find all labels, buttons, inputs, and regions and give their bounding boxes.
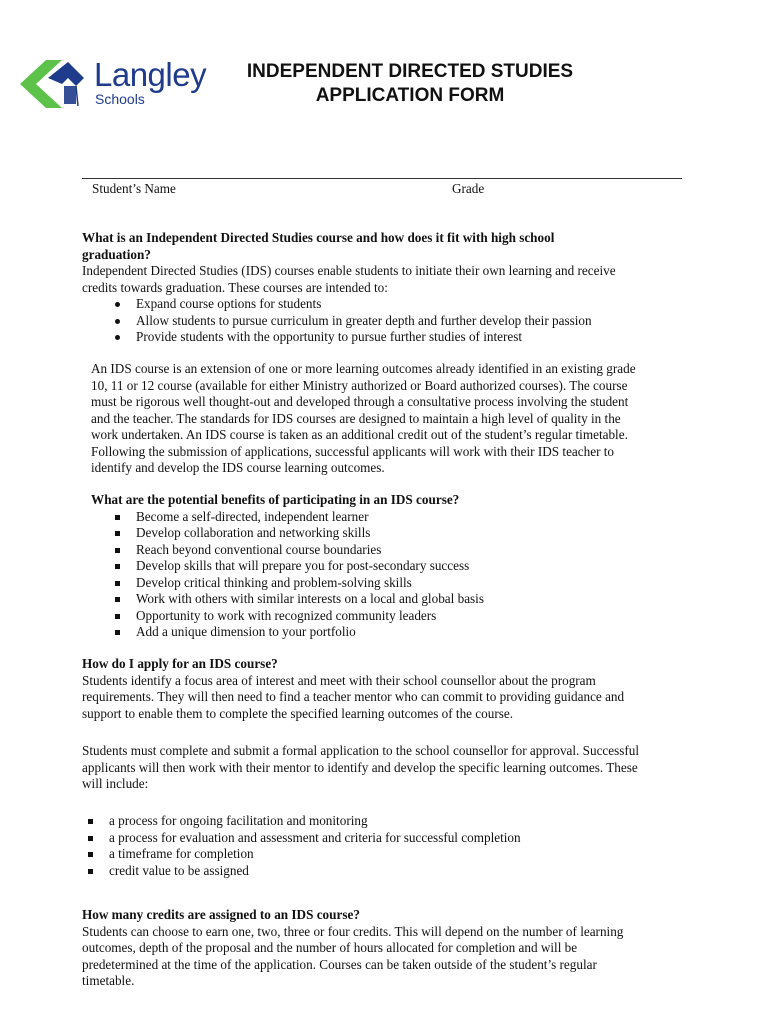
section-what-is-ids bbox=[82, 230, 672, 346]
paragraph-line: predetermined at the time of the application. Courses can be taken outside of the student’s regular bbox=[82, 956, 597, 972]
logo-subtitle: Schools bbox=[95, 91, 145, 107]
paragraph-line: work undertaken. An IDS course is taken as an additional credit out of the student’s regular timetable. bbox=[91, 427, 628, 442]
paragraph-line: 10, 11 or 12 course (available for either Ministry authorized or Board authorized courses). The course bbox=[91, 377, 628, 393]
document-title-line-2: APPLICATION FORM bbox=[315, 85, 505, 106]
list-item: credit value to be assigned bbox=[109, 863, 672, 880]
bullet-icon bbox=[115, 335, 120, 340]
list-item: a process for evaluation and assessment and criteria for successful completion bbox=[109, 830, 672, 847]
ids-description-paragraph bbox=[91, 361, 681, 477]
paragraph-line: Students can choose to earn one, two, three or four credits. This will depend on the number of learning bbox=[82, 923, 624, 939]
document-title-line-1: INDEPENDENT DIRECTED STUDIES bbox=[246, 61, 574, 82]
square-bullet-icon bbox=[88, 836, 93, 841]
square-bullet-icon bbox=[115, 630, 120, 635]
bullet-icon bbox=[115, 319, 120, 324]
paragraph-line: and the teacher. The standards for IDS courses are designed to maintain a high level of quality in the bbox=[91, 410, 621, 426]
square-bullet-icon bbox=[88, 819, 93, 824]
paragraph-line: requirements. They will then need to find a teacher mentor who can commit to providing guidance and bbox=[82, 689, 625, 704]
list-item: Provide students with the opportunity to pursue further studies of interest bbox=[136, 329, 672, 346]
paragraph-line: Following the submission of applications, successful applicants will work with their IDS teacher to bbox=[91, 443, 615, 459]
section-heading: How many credits are assigned to an IDS course? bbox=[82, 907, 360, 922]
section-heading: How do I apply for an IDS course? bbox=[82, 656, 278, 671]
paragraph-line: Students must complete and submit a formal application to the school counsellor for approval. Successful bbox=[82, 743, 640, 758]
square-bullet-icon bbox=[115, 531, 120, 536]
paragraph-line: support to enable them to complete the specified learning outcomes of the course. bbox=[82, 705, 514, 721]
paragraph-line: timetable. bbox=[82, 973, 135, 988]
list-item: Allow students to pursue curriculum in greater depth and further develop their passion bbox=[136, 313, 672, 330]
paragraph-line: will include: bbox=[82, 776, 149, 791]
square-bullet-icon bbox=[88, 869, 93, 874]
paragraph-line: credits towards graduation. These courses are intended to: bbox=[82, 279, 388, 295]
paragraph-line: must be rigorous well thought-out and developed through a consultative process involving the student bbox=[91, 394, 629, 409]
square-bullet-icon bbox=[88, 852, 93, 857]
list-item: Develop skills that will prepare you for post-secondary success bbox=[136, 558, 681, 575]
section-heading-cont: graduation? bbox=[82, 246, 151, 262]
section-how-to-apply bbox=[82, 656, 682, 722]
section-heading: What are the potential benefits of participating in an IDS course? bbox=[91, 492, 460, 507]
paragraph-line: An IDS course is an extension of one or more learning outcomes already identified in an existing grade bbox=[91, 361, 636, 376]
learning-outcomes-list-wrap bbox=[82, 813, 672, 879]
paragraph-line: Students identify a focus area of interest and meet with their school counsellor about the program bbox=[82, 672, 596, 688]
list-item: Work with others with similar interests on a local and global basis bbox=[136, 591, 681, 608]
section-credits bbox=[82, 907, 682, 990]
square-bullet-icon bbox=[115, 548, 120, 553]
grade-label: Grade bbox=[452, 181, 485, 196]
square-bullet-icon bbox=[115, 614, 120, 619]
list-item: Expand course options for students bbox=[136, 296, 672, 313]
student-name-label: Student’s Name bbox=[92, 181, 176, 196]
langley-schools-logo bbox=[18, 56, 218, 116]
square-bullet-icon bbox=[115, 564, 120, 569]
intended-list bbox=[136, 296, 672, 346]
list-item: a timeframe for completion bbox=[109, 846, 672, 863]
paragraph-line: Independent Directed Studies (IDS) courses enable students to initiate their own learning and receive bbox=[82, 263, 616, 278]
list-item: Reach beyond conventional course boundaries bbox=[136, 542, 681, 559]
benefits-list bbox=[136, 509, 681, 641]
section-benefits bbox=[91, 492, 681, 641]
list-item: Become a self-directed, independent learner bbox=[136, 509, 681, 526]
paragraph-line: identify and develop the IDS course learning outcomes. bbox=[91, 460, 385, 475]
paragraph-line: outcomes, depth of the proposal and the number of hours allocated for completion and will be bbox=[82, 940, 578, 955]
logo-wordmark: Langley bbox=[94, 56, 207, 93]
square-bullet-icon bbox=[115, 581, 120, 586]
paragraph-line: applicants will then work with their mentor to identify and develop the specific learning outcomes. These bbox=[82, 759, 638, 775]
student-name-line[interactable] bbox=[82, 178, 682, 179]
square-bullet-icon bbox=[115, 515, 120, 520]
list-item: Add a unique dimension to your portfolio bbox=[136, 624, 681, 641]
list-item: a process for ongoing facilitation and monitoring bbox=[109, 813, 672, 830]
bullet-icon bbox=[115, 302, 120, 307]
list-item: Develop collaboration and networking skills bbox=[136, 525, 681, 542]
section-heading: What is an Independent Directed Studies course and how does it fit with high school bbox=[82, 230, 555, 245]
square-bullet-icon bbox=[115, 597, 120, 602]
learning-outcomes-list bbox=[109, 813, 672, 879]
application-paragraph bbox=[82, 743, 682, 793]
list-item: Opportunity to work with recognized community leaders bbox=[136, 608, 681, 625]
list-item: Develop critical thinking and problem-solving skills bbox=[136, 575, 681, 592]
